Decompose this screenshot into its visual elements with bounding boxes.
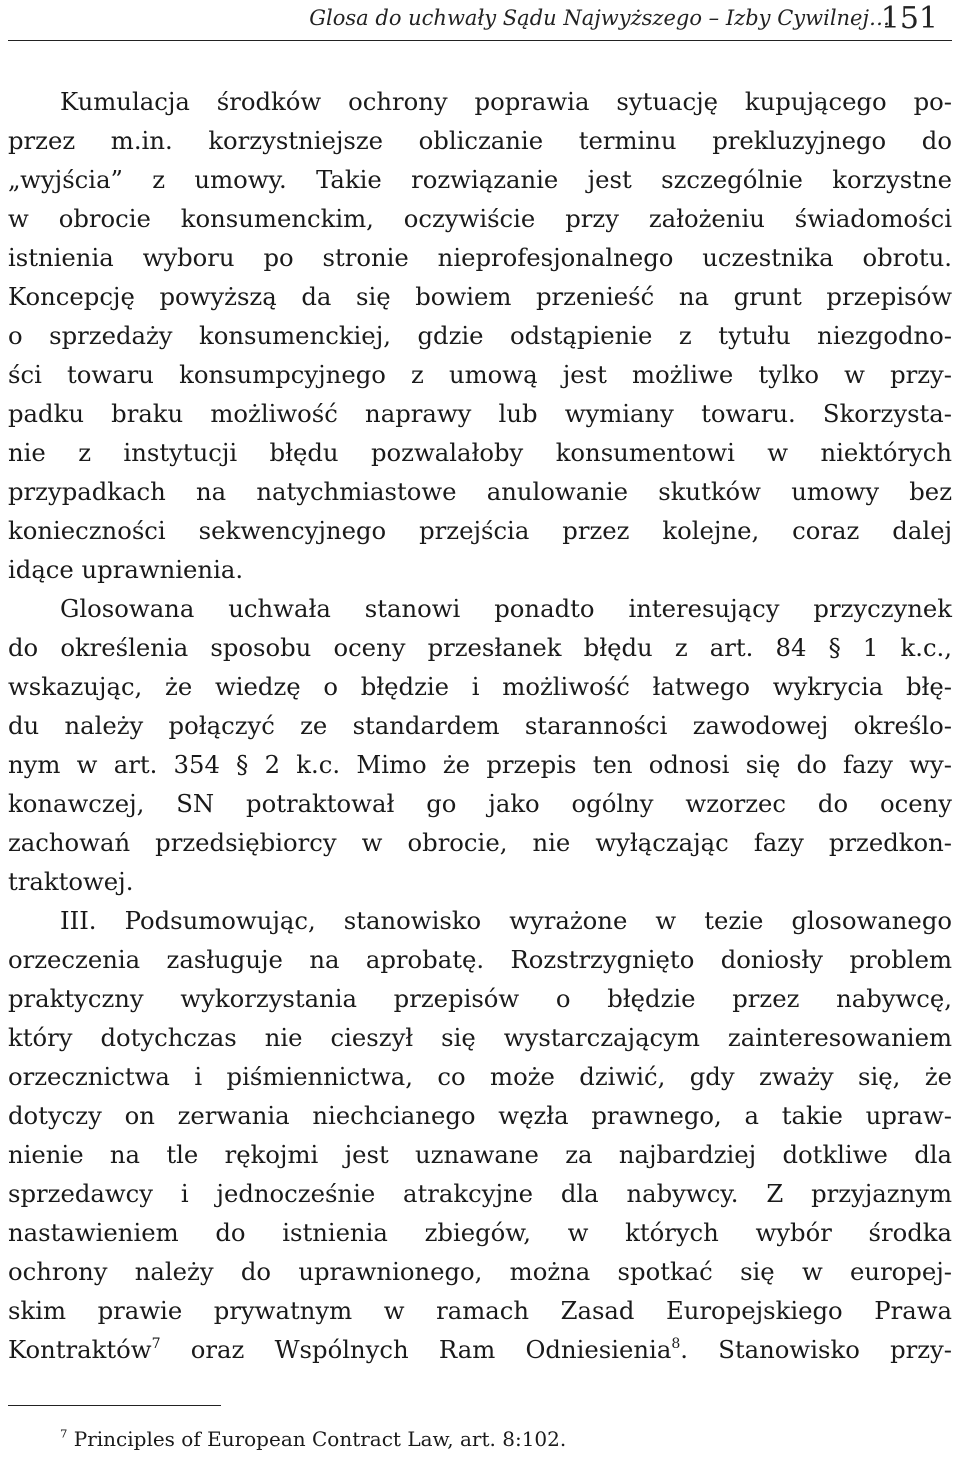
text-line: padku braku możliwość naprawy lub wymiany towaru. Skorzysta- xyxy=(8,399,952,428)
body-text xyxy=(8,82,952,1369)
text-line: Glosowana uchwała stanowi ponadto interesujący przyczynek xyxy=(60,594,952,623)
text-line: nie z instytucji błędu pozwalałoby konsumentowi w niektórych xyxy=(8,438,952,467)
text-line: nym w art. 354 § 2 k.c. Mimo że przepis ten odnosi się do fazy wy- xyxy=(8,750,952,779)
text-line: ochrony należy do uprawnionego, można spotkać się w europej- xyxy=(8,1257,952,1286)
text-line: praktyczny wykorzystania przepisów o błędzie przez nabywcę, xyxy=(8,984,952,1013)
footnote-7 xyxy=(60,1425,566,1453)
text-line: nastawieniem do istnienia zbiegów, w których wybór środka xyxy=(8,1218,952,1247)
text-line: III. Podsumowując, stanowisko wyrażone w tezie glosowanego xyxy=(60,906,952,935)
text-fragment: . Stanowisko przy- xyxy=(680,1335,952,1364)
text-line: sprzedawcy i jednocześnie atrakcyjne dla nabywcy. Z przyjaznym xyxy=(8,1179,952,1208)
text-line: istnienia wyboru po stronie nieprofesjonalnego uczestnika obrotu. xyxy=(8,243,952,272)
text-line: dotyczy on zerwania niechcianego węzła prawnego, a takie upraw- xyxy=(8,1101,952,1130)
footnote-text: Principles of European Contract Law, art. 8:102. xyxy=(67,1427,567,1451)
running-header xyxy=(8,0,952,41)
text-line: konieczności sekwencyjnego przejścia przez kolejne, coraz dalej xyxy=(8,516,952,545)
text-line: skim prawie prywatnym w ramach Zasad Europejskiego Prawa xyxy=(8,1296,952,1325)
text-line: du należy połączyć ze standardem staranności zawodowej określo- xyxy=(8,711,952,740)
footnote-ref-7: 7 xyxy=(151,1335,161,1352)
text-line: zachowań przedsiębiorcy w obrocie, nie wyłączając fazy przedkon- xyxy=(8,828,952,857)
footnote-ref-8: 8 xyxy=(671,1335,681,1352)
text-line: orzecznictwa i piśmiennictwa, co może dziwić, gdy zważy się, że xyxy=(8,1062,952,1091)
text-line: który dotychczas nie cieszył się wystarczającym zainteresowaniem xyxy=(8,1023,952,1052)
text-line: przypadkach na natychmiastowe anulowanie skutków umowy bez xyxy=(8,477,952,506)
text-fragment: Kontraktów xyxy=(8,1335,152,1364)
text-line: Kumulacja środków ochrony poprawia sytuację kupującego po- xyxy=(60,87,952,116)
text-line: nienie na tle rękojmi jest uznawane za najbardziej dotkliwe dla xyxy=(8,1140,952,1169)
text-line: w obrocie konsumenckim, oczywiście przy założeniu świadomości xyxy=(8,204,952,233)
text-line: Koncepcję powyższą da się bowiem przenieść na grunt przepisów xyxy=(8,282,952,311)
text-line: idące uprawnienia. xyxy=(8,555,244,584)
text-line xyxy=(8,1330,952,1369)
text-line: wskazując, że wiedzę o błędzie i możliwość łatwego wykrycia błę- xyxy=(8,672,952,701)
text-line: przez m.in. korzystniejsze obliczanie terminu prekluzyjnego do xyxy=(8,126,952,155)
text-line: o sprzedaży konsumenckiej, gdzie odstąpienie z tytułu niezgodno- xyxy=(8,321,952,350)
footnote-separator xyxy=(8,1405,221,1406)
page-number: 151 xyxy=(880,1,938,36)
running-header-title: Glosa do uchwały Sądu Najwyższego – Izby Cywilnej… xyxy=(309,6,890,30)
text-line: konawczej, SN potraktował go jako ogólny wzorzec do oceny xyxy=(8,789,952,818)
text-fragment: oraz Wspólnych Ram Odniesienia xyxy=(160,1335,672,1364)
text-line: ści towaru konsumpcyjnego z umową jest możliwe tylko w przy- xyxy=(8,360,952,389)
text-line: traktowej. xyxy=(8,867,134,896)
text-line: do określenia sposobu oceny przesłanek błędu z art. 84 § 1 k.c., xyxy=(8,633,952,662)
text-line: „wyjścia” z umowy. Takie rozwiązanie jest szczególnie korzystne xyxy=(8,165,952,194)
text-line: orzeczenia zasługuje na aprobatę. Rozstrzygnięto doniosły problem xyxy=(8,945,952,974)
footnote-marker: 7 xyxy=(60,1426,68,1441)
